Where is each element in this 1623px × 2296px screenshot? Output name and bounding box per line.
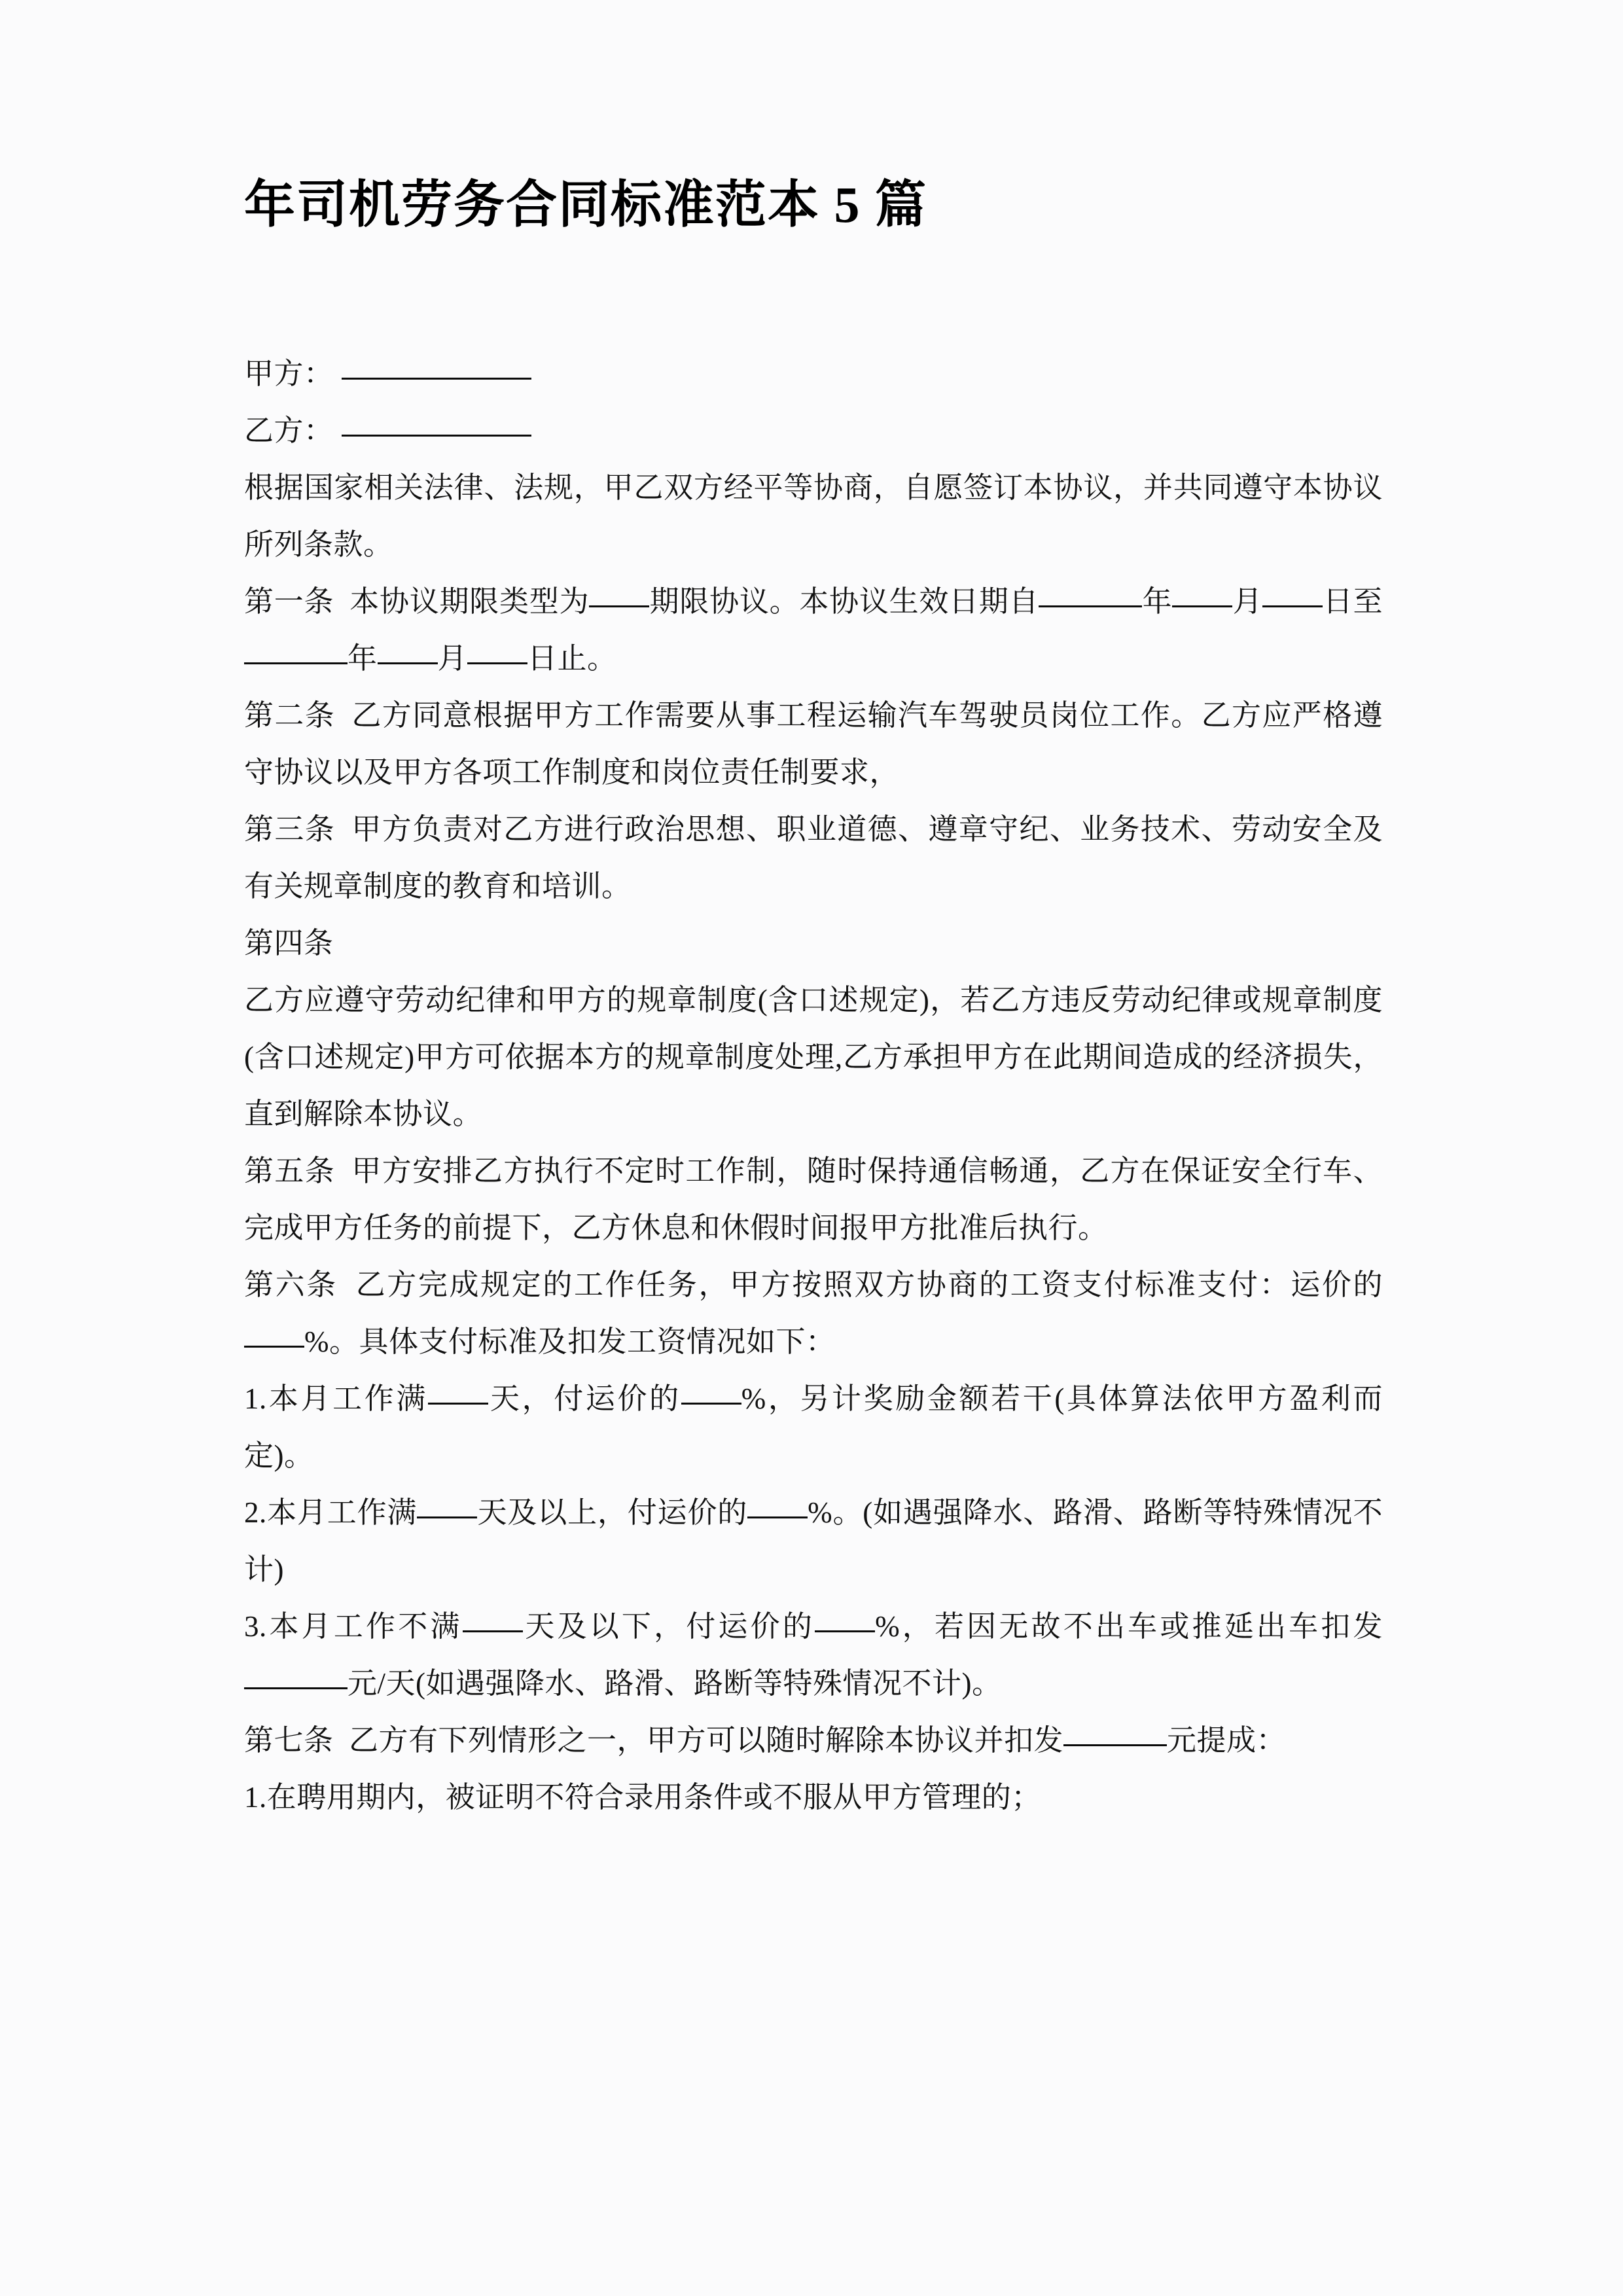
payment-item-3-text-3: %，若因无故不出车或推延出车扣发 xyxy=(875,1609,1383,1643)
article-3-text: 甲方负责对乙方进行政治思想、职业道德、遵章守纪、业务技术、劳动安全及有关规章制度的教育和培训。 xyxy=(244,812,1383,903)
article-1-text-8: 日止。 xyxy=(527,641,617,675)
document-content xyxy=(244,0,1383,1826)
payment-item-3-text-4: 元/天(如遇强降水、路滑、路断等特殊情况不计)。 xyxy=(348,1666,1002,1700)
termination-item-1-text: 在聘用期内，被证明不符合录用条件或不服从甲方管理的； xyxy=(266,1780,1041,1814)
article-1-text-1: 本协议期限类型为 xyxy=(349,584,590,618)
payment-item-3-text-2: 天及以下，付运价的 xyxy=(522,1609,815,1643)
party-b-line xyxy=(244,403,1383,459)
document-body xyxy=(244,346,1383,1826)
article-2-text: 乙方同意根据甲方工作需要从事工程运输汽车驾驶员岗位工作。乙方应严格遵守协议以及甲方各项工作制度和岗位责任制要求， xyxy=(244,698,1383,789)
payment-item-1-text-1: 本月工作满 xyxy=(266,1382,428,1415)
party-a-label: 甲方： xyxy=(244,357,334,390)
article-6-paragraph xyxy=(244,1257,1383,1371)
party-b-label: 乙方： xyxy=(244,414,334,447)
payment-item-3 xyxy=(244,1598,1383,1712)
article-1-text-5: 日至 xyxy=(1323,584,1383,618)
article-1-text-7: 月 xyxy=(437,641,468,675)
article-4-body-paragraph: 乙方应遵守劳动纪律和甲方的规章制度(含口述规定)，若乙方违反劳动纪律或规章制度(含口述规定)甲方可依据本方的规章制度处理,乙方承担甲方在此期间造成的经济损失，直到解除本协议。 xyxy=(244,983,1383,1130)
party-a-blank[interactable] xyxy=(342,378,531,380)
payment-item-3-number: 3. xyxy=(244,1609,267,1643)
payment-item-3-text-1: 本月工作不满 xyxy=(266,1609,463,1643)
party-b-blank[interactable] xyxy=(342,435,531,437)
article-1-blank-end-year[interactable] xyxy=(244,662,348,664)
article-3-heading: 第三条 xyxy=(244,812,336,846)
termination-item-1 xyxy=(244,1769,1383,1826)
article-1-blank-start-day[interactable] xyxy=(1262,605,1323,607)
payment-item-1-text-3: %，另计奖励金额若干(具体算法依甲方盈利而定)。 xyxy=(244,1382,1383,1472)
article-2-heading: 第二条 xyxy=(244,698,336,732)
payment-item-3-blank-days[interactable] xyxy=(463,1630,523,1632)
payment-item-1 xyxy=(244,1371,1383,1484)
article-2-paragraph xyxy=(244,687,1383,801)
article-4-heading-paragraph: 第四条 xyxy=(244,926,334,960)
article-1-blank-type[interactable] xyxy=(589,605,649,607)
article-5-heading: 第五条 xyxy=(244,1154,336,1187)
article-6-text-2: %。具体支付标准及扣发工资情况如下： xyxy=(304,1325,836,1358)
article-1-text-2: 期限协议。本协议生效日期自 xyxy=(649,584,1039,618)
article-5-paragraph xyxy=(244,1143,1383,1257)
article-7-heading: 第七条 xyxy=(244,1723,334,1757)
article-5-text: 甲方安排乙方执行不定时工作制，随时保持通信畅通，乙方在保证安全行车、完成甲方任务的前提下，乙方休息和休假时间报甲方批准后执行。 xyxy=(244,1154,1383,1244)
article-3-paragraph xyxy=(244,801,1383,915)
article-1-blank-end-month[interactable] xyxy=(378,662,438,664)
payment-item-1-blank-days[interactable] xyxy=(428,1403,488,1405)
article-1-text-6: 年 xyxy=(348,641,378,675)
article-7-paragraph xyxy=(244,1712,1383,1769)
payment-item-2-text-3: %。(如遇强降水、路滑、路断等特殊情况不计) xyxy=(244,1496,1383,1586)
payment-item-1-number: 1. xyxy=(244,1382,267,1415)
page-title: 年司机劳务合同标准范本 5 篇 xyxy=(244,176,928,233)
payment-item-1-blank-percent[interactable] xyxy=(681,1403,741,1405)
article-1-blank-start-month[interactable] xyxy=(1172,605,1232,607)
article-7-blank-amount[interactable] xyxy=(1063,1744,1167,1746)
payment-item-2-number: 2. xyxy=(244,1496,267,1529)
payment-item-2-blank-days[interactable] xyxy=(417,1516,477,1518)
article-1-heading: 第一条 xyxy=(244,584,334,618)
party-a-line xyxy=(244,346,1383,403)
article-6-heading: 第六条 xyxy=(244,1268,338,1301)
article-1-text-3: 年 xyxy=(1142,584,1173,618)
article-1-blank-end-day[interactable] xyxy=(467,662,527,664)
article-1-paragraph xyxy=(244,573,1383,687)
article-6-blank-percent[interactable] xyxy=(244,1346,304,1348)
payment-item-3-blank-percent[interactable] xyxy=(815,1630,875,1632)
article-7-text-1: 乙方有下列情形之一，甲方可以随时解除本协议并扣发 xyxy=(349,1723,1064,1757)
article-1-blank-start-year[interactable] xyxy=(1039,605,1142,607)
payment-item-2-text-1: 本月工作满 xyxy=(266,1496,418,1529)
termination-item-1-number: 1. xyxy=(244,1780,267,1814)
preamble-paragraph: 根据国家相关法律、法规，甲乙双方经平等协商，自愿签订本协议，并共同遵守本协议所列条款。 xyxy=(244,471,1383,561)
payment-item-1-text-2: 天，付运价的 xyxy=(488,1382,681,1415)
article-6-text-1: 乙方完成规定的工作任务，甲方按照双方协商的工资支付标准支付：运价的 xyxy=(355,1268,1383,1301)
payment-item-2-blank-percent[interactable] xyxy=(747,1516,808,1518)
payment-item-2 xyxy=(244,1484,1383,1598)
article-1-text-4: 月 xyxy=(1232,584,1263,618)
payment-item-3-blank-amount[interactable] xyxy=(244,1687,348,1689)
payment-item-2-text-2: 天及以上，付运价的 xyxy=(477,1496,748,1529)
article-7-text-2: 元提成： xyxy=(1167,1723,1287,1757)
